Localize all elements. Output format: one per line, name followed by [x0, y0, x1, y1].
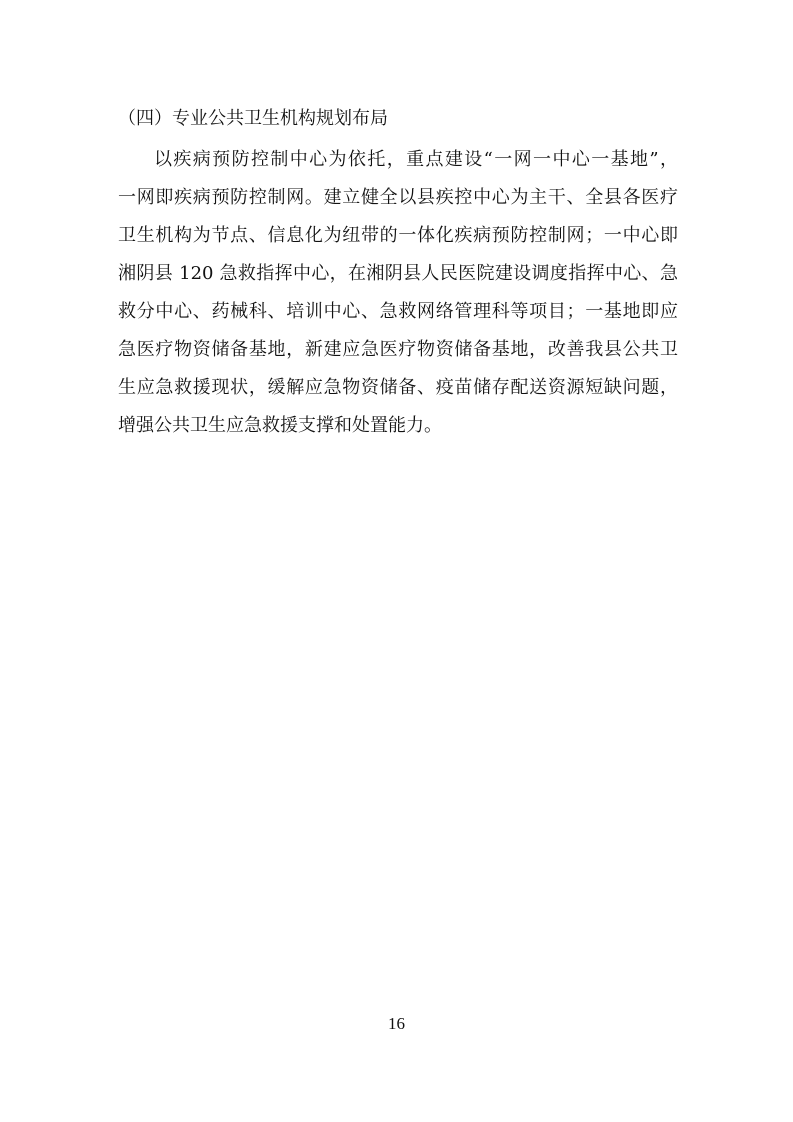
- paragraph-line: 以疾病预防控制中心为依托，重点建设“一网一中心一基地”，: [154, 149, 678, 170]
- paragraph-line: 生应急救援现状，缓解应急物资储备、疫苗储存配送资源短缺问题，: [118, 377, 678, 398]
- paragraph-line: 一网即疾病预防控制网。建立健全以县疾控中心为主干、全县各医疗: [118, 187, 678, 208]
- section-heading: （四）专业公共卫生机构规划布局: [118, 108, 388, 129]
- paragraph-line: 增强公共卫生应急救援支撑和处置能力。: [118, 415, 442, 436]
- paragraph-line: 湘阴县 120 急救指挥中心，在湘阴县人民医院建设调度指挥中心、急: [118, 263, 678, 284]
- page-number: 16: [388, 1014, 405, 1033]
- paragraph-line: 卫生机构为节点、信息化为纽带的一体化疾病预防控制网；一中心即: [118, 225, 678, 246]
- paragraph-line: 急医疗物资储备基地，新建应急医疗物资储备基地，改善我县公共卫: [118, 339, 678, 360]
- paragraph-line: 救分中心、药械科、培训中心、急救网络管理科等项目；一基地即应: [118, 301, 678, 322]
